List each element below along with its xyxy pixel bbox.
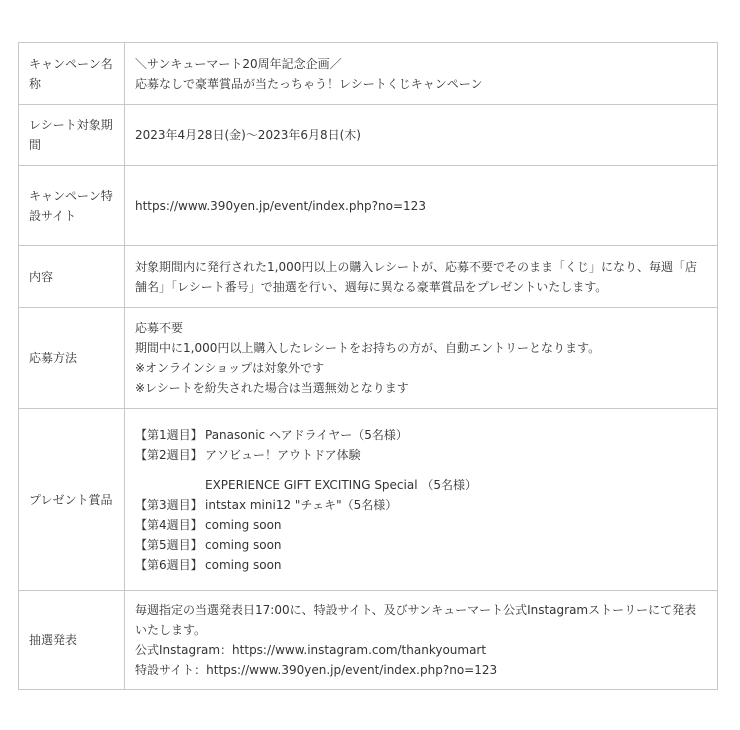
instagram-link[interactable]: 公式Instagram：https://www.instagram.com/thankyoumart <box>135 643 487 657</box>
lottery-value <box>125 591 718 690</box>
prize-week: 【第2週目】 <box>135 447 203 462</box>
prize-name: アソビュー！アウトドア体験 <box>205 447 361 462</box>
prize-item <box>135 535 707 555</box>
row-label-content: 内容 <box>19 246 125 308</box>
prize-item <box>135 445 707 465</box>
apply-method-line: ※オンラインショップは対象外です <box>135 361 325 375</box>
prize-week-blank <box>135 475 205 495</box>
prize-week: 【第5週目】 <box>135 537 203 552</box>
table-row <box>19 409 718 591</box>
receipt-period-value: 2023年4月28日(金)～2023年6月8日(木) <box>125 105 718 166</box>
prize-name: coming soon <box>205 537 282 552</box>
prize-name: intstax mini12 "チェキ"（5名様） <box>205 497 398 512</box>
content-cell <box>125 246 718 308</box>
content-value: 対象期間内に発行された1,000円以上の購入レシートが、応募不要でそのまま「くじ」になり、毎週「店舗名」「レシート番号」で抽選を行い、週毎に異なる豪華賞品をプレゼントいたします。 <box>135 259 698 294</box>
lottery-text: 毎週指定の当選発表日17:00に、特設サイト、及びサンキューマート公式Instagramストーリーにて発表いたします。 <box>135 603 697 637</box>
prize-week: 【第4週目】 <box>135 517 203 532</box>
table-row <box>19 43 718 105</box>
prize-item <box>135 475 707 495</box>
prize-week: 【第3週目】 <box>135 497 203 512</box>
apply-method-line: 応募不要 <box>135 321 184 335</box>
table-row <box>19 166 718 246</box>
prize-item <box>135 495 707 515</box>
spacer <box>135 465 707 475</box>
row-label-campaign-name: キャンペーン名称 <box>19 43 125 105</box>
table-row <box>19 246 718 308</box>
apply-method-line: 期間中に1,000円以上購入したレシートをお持ちの方が、自動エントリーとなります。 <box>135 341 601 355</box>
apply-method-line: ※レシートを紛失された場合は当選無効となります <box>135 381 409 395</box>
prize-detail: EXPERIENCE GIFT EXCITING Special （5名様） <box>205 477 477 492</box>
prize-item <box>135 425 707 445</box>
table-row <box>19 591 718 690</box>
row-label-receipt-period: レシート対象期間 <box>19 105 125 166</box>
prize-name: coming soon <box>205 517 282 532</box>
row-label-special-site: キャンペーン特設サイト <box>19 166 125 246</box>
apply-method-value <box>125 308 718 409</box>
prize-item <box>135 515 707 535</box>
campaign-name-line: 応募なしで豪華賞品が当たっちゃう！レシートくじキャンペーン <box>135 76 483 91</box>
campaign-info-table <box>18 42 718 690</box>
campaign-name-line: ＼サンキューマート20周年記念企画／ <box>135 56 342 71</box>
special-site-link[interactable]: https://www.390yen.jp/event/index.php?no=123 <box>125 166 718 246</box>
prize-name: Panasonic ヘアドライヤー（5名様） <box>205 427 408 442</box>
table-row <box>19 105 718 166</box>
prizes-value <box>125 409 718 591</box>
special-site-link[interactable]: 特設サイト：https://www.390yen.jp/event/index.php?no=123 <box>135 663 498 677</box>
prize-name: coming soon <box>205 557 282 572</box>
prize-item <box>135 555 707 575</box>
table-row <box>19 308 718 409</box>
row-label-apply-method: 応募方法 <box>19 308 125 409</box>
campaign-name-value <box>125 43 718 105</box>
prize-week: 【第6週目】 <box>135 557 203 572</box>
row-label-prizes: プレゼント賞品 <box>19 409 125 591</box>
prize-week: 【第1週目】 <box>135 427 203 442</box>
row-label-lottery: 抽選発表 <box>19 591 125 690</box>
